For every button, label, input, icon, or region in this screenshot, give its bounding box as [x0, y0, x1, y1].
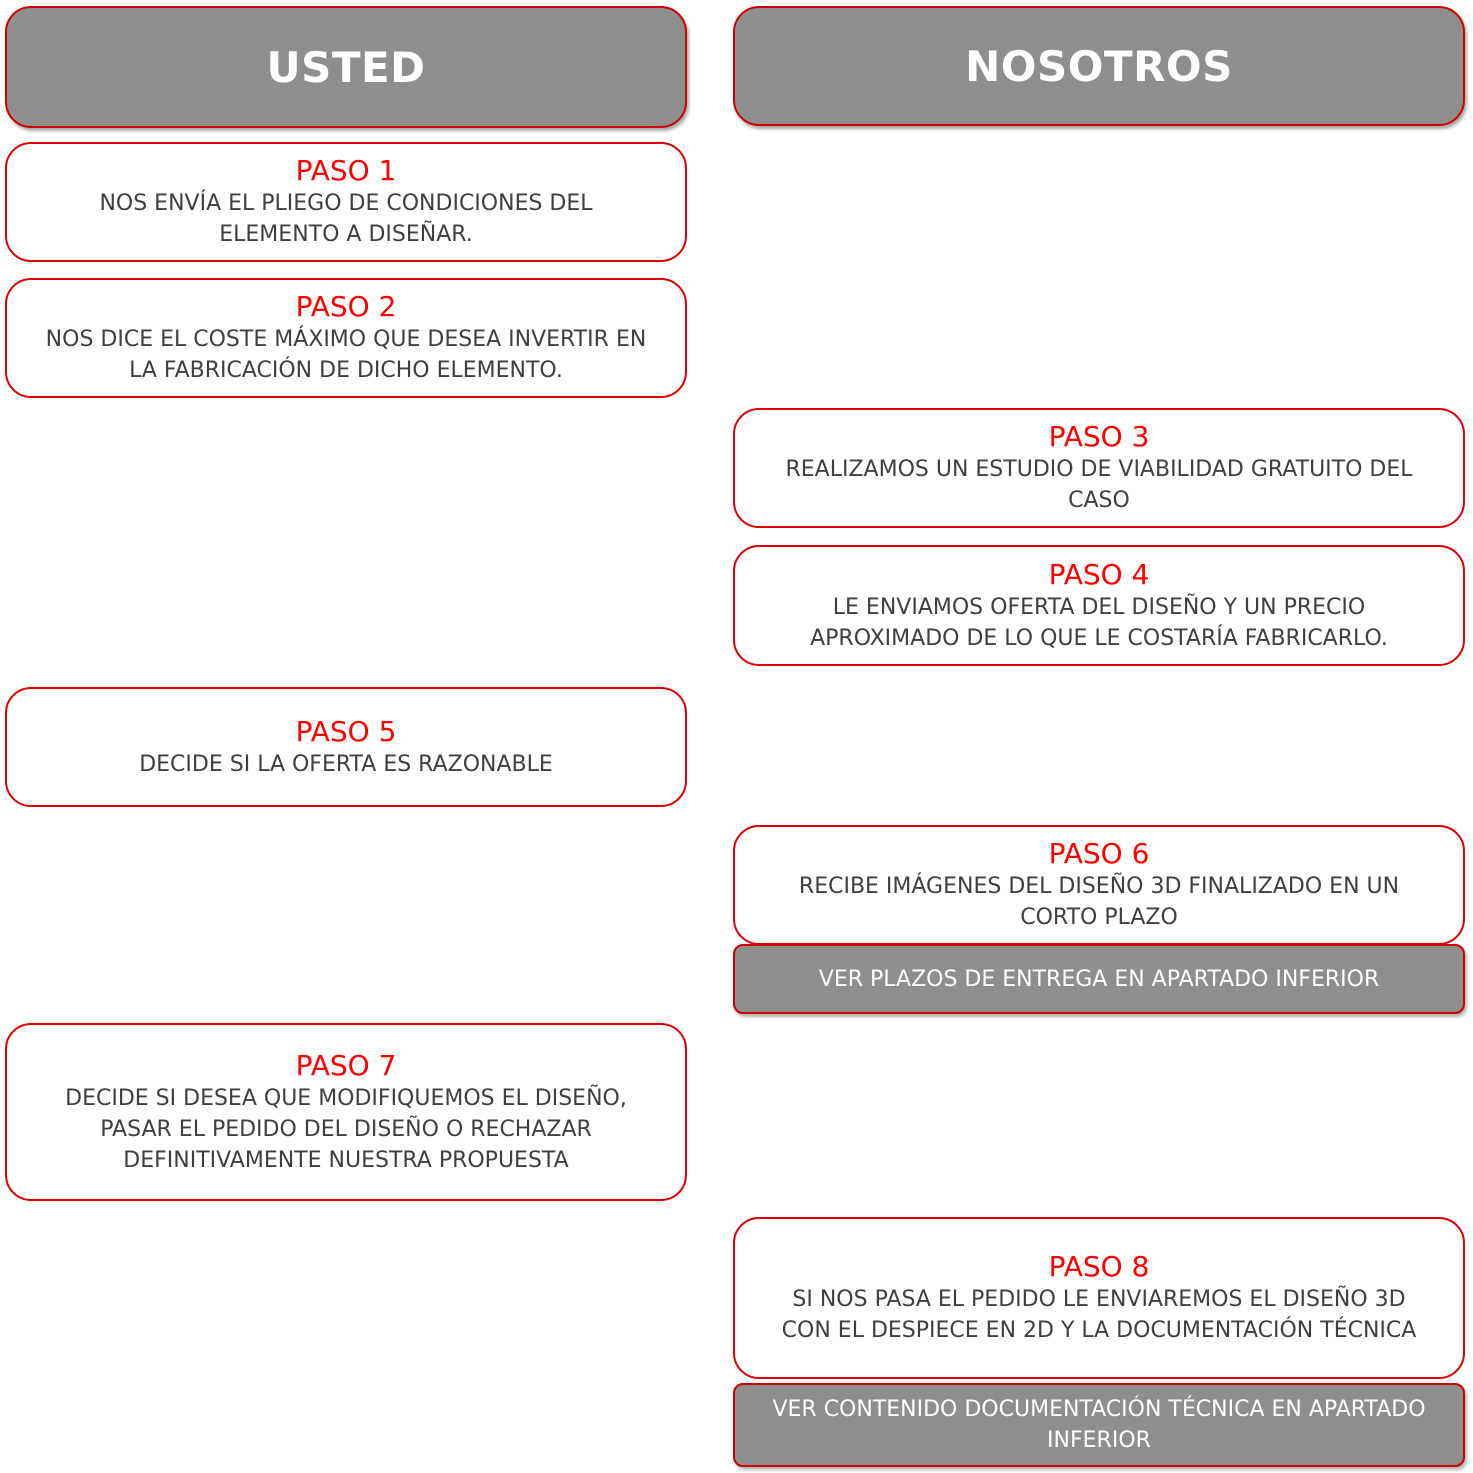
step-4-text: LE ENVIAMOS OFERTA DEL DISEÑO Y UN PRECIO APROXIMADO DE LO QUE LE COSTARÍA FABRICARLO.: [810, 594, 1388, 651]
nosotros-column-header: [733, 6, 1465, 126]
nosotros-header-title: NOSOTROS: [965, 41, 1233, 91]
step-6-box: [733, 825, 1465, 945]
step-2-title: PASO 2: [295, 290, 397, 323]
step-3-text: REALIZAMOS UN ESTUDIO DE VIABILIDAD GRATUITO DEL CASO: [785, 457, 1413, 513]
delivery-times-note: VER PLAZOS DE ENTREGA EN APARTADO INFERIOR: [733, 944, 1465, 1014]
step-1-box: [5, 142, 687, 262]
step-8-text: SI NOS PASA EL PEDIDO LE ENVIAREMOS EL DISEÑO 3D CON EL DESPIECE EN 2D Y LA DOCUMENTACIÓN TÉCNICA: [781, 1287, 1417, 1343]
step-1-title: PASO 1: [295, 154, 397, 187]
step-8-box: [733, 1217, 1465, 1379]
step-7-title: PASO 7: [295, 1048, 397, 1082]
step-2-box: [5, 278, 687, 398]
step-5-box: [5, 687, 687, 807]
step-8-title: PASO 8: [1048, 1250, 1150, 1283]
step-3-title: PASO 3: [1048, 420, 1150, 453]
step-4-box: [733, 545, 1465, 666]
usted-column-header: [5, 6, 687, 128]
step-5-title: PASO 5: [295, 714, 397, 748]
step-5-text: DECIDE SI LA OFERTA ES RAZONABLE: [139, 751, 553, 777]
step-7-box: [5, 1023, 687, 1201]
step-7-text: DECIDE SI DESEA QUE MODIFIQUEMOS EL DISEÑO, PASAR EL PEDIDO DEL DISEÑO O RECHAZAR DEFINITIVAMENTE NUESTRA PROPUESTA: [65, 1085, 627, 1173]
step-1-text: NOS ENVÍA EL PLIEGO DE CONDICIONES DEL ELEMENTO A DISEÑAR.: [99, 191, 593, 247]
step-4-title: PASO 4: [1048, 557, 1150, 591]
step-3-box: [733, 408, 1465, 528]
step-6-title: PASO 6: [1048, 837, 1150, 870]
technical-documentation-note: VER CONTENIDO DOCUMENTACIÓN TÉCNICA EN APARTADO INFERIOR: [733, 1383, 1465, 1467]
step-2-text: NOS DICE EL COSTE MÁXIMO QUE DESEA INVERTIR EN LA FABRICACIÓN DE DICHO ELEMENTO.: [45, 327, 647, 383]
step-6-text: RECIBE IMÁGENES DEL DISEÑO 3D FINALIZADO EN UN CORTO PLAZO: [798, 874, 1400, 930]
usted-header-title: USTED: [266, 42, 426, 92]
